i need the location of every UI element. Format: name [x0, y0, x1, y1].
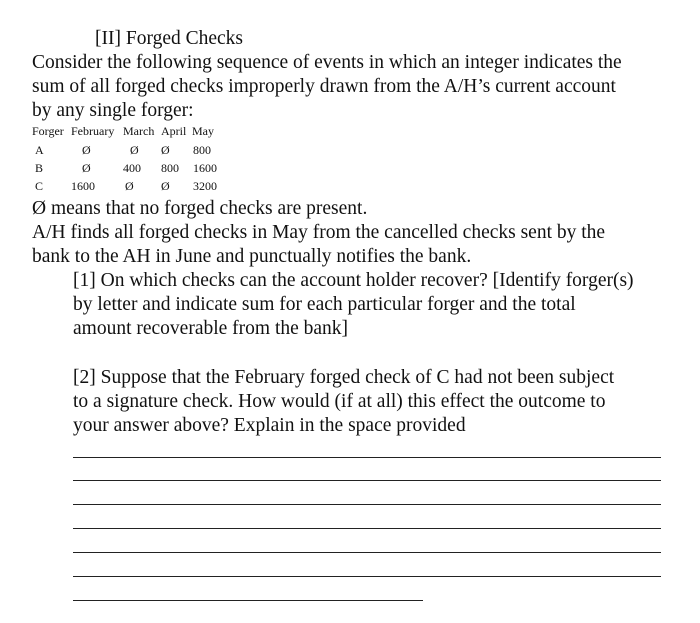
cell-march: Ø: [130, 143, 139, 157]
note-line: Ø means that no forged checks are present.: [32, 198, 368, 219]
header-march: March: [123, 124, 155, 138]
cell-forger: C: [35, 179, 44, 193]
cell-april: 800: [161, 161, 179, 175]
question-1-line: [1] On which checks can the account holder recover? [Identify forger(s): [73, 270, 634, 291]
cell-february: Ø: [82, 161, 91, 175]
intro-line: Consider the following sequence of events in which an integer indicates the: [32, 52, 622, 73]
cell-february: 1600: [71, 179, 95, 193]
cell-february: Ø: [82, 143, 91, 157]
question-2-line: your answer above? Explain in the space provided: [73, 415, 466, 436]
cell-april: Ø: [161, 143, 170, 157]
cell-forger: B: [35, 161, 44, 175]
cell-april: Ø: [161, 179, 170, 193]
cell-march: Ø: [125, 179, 134, 193]
cell-march: 400: [123, 161, 141, 175]
cell-may: 1600: [193, 161, 217, 175]
answer-line[interactable]: [73, 504, 661, 505]
question-2-line: to a signature check. How would (if at all) this effect the outcome to: [73, 391, 606, 412]
header-forger: Forger: [32, 124, 64, 138]
cell-may: 800: [193, 143, 211, 157]
section-heading: [II] Forged Checks: [95, 28, 244, 49]
answer-line[interactable]: [73, 528, 661, 529]
header-february: February: [71, 124, 115, 138]
answer-line[interactable]: [73, 552, 661, 553]
cell-forger: A: [35, 143, 44, 157]
question-1-line: by letter and indicate sum for each particular forger and the total: [73, 294, 576, 315]
answer-line[interactable]: [73, 457, 661, 458]
finding-line: A/H finds all forged checks in May from the cancelled checks sent by the: [32, 222, 606, 243]
answer-line[interactable]: [73, 576, 661, 577]
finding-line: bank to the AH in June and punctually notifies the bank.: [32, 246, 472, 267]
header-may: May: [192, 124, 214, 138]
header-april: April: [161, 124, 187, 138]
cell-may: 3200: [193, 179, 217, 193]
question-1-line: amount recoverable from the bank]: [73, 318, 349, 339]
question-2-line: [2] Suppose that the February forged check of C had not been subject: [73, 367, 615, 388]
answer-line[interactable]: [73, 600, 423, 601]
answer-line[interactable]: [73, 480, 661, 481]
intro-line: by any single forger:: [32, 100, 194, 121]
intro-line: sum of all forged checks improperly drawn from the A/H’s current account: [32, 76, 616, 97]
